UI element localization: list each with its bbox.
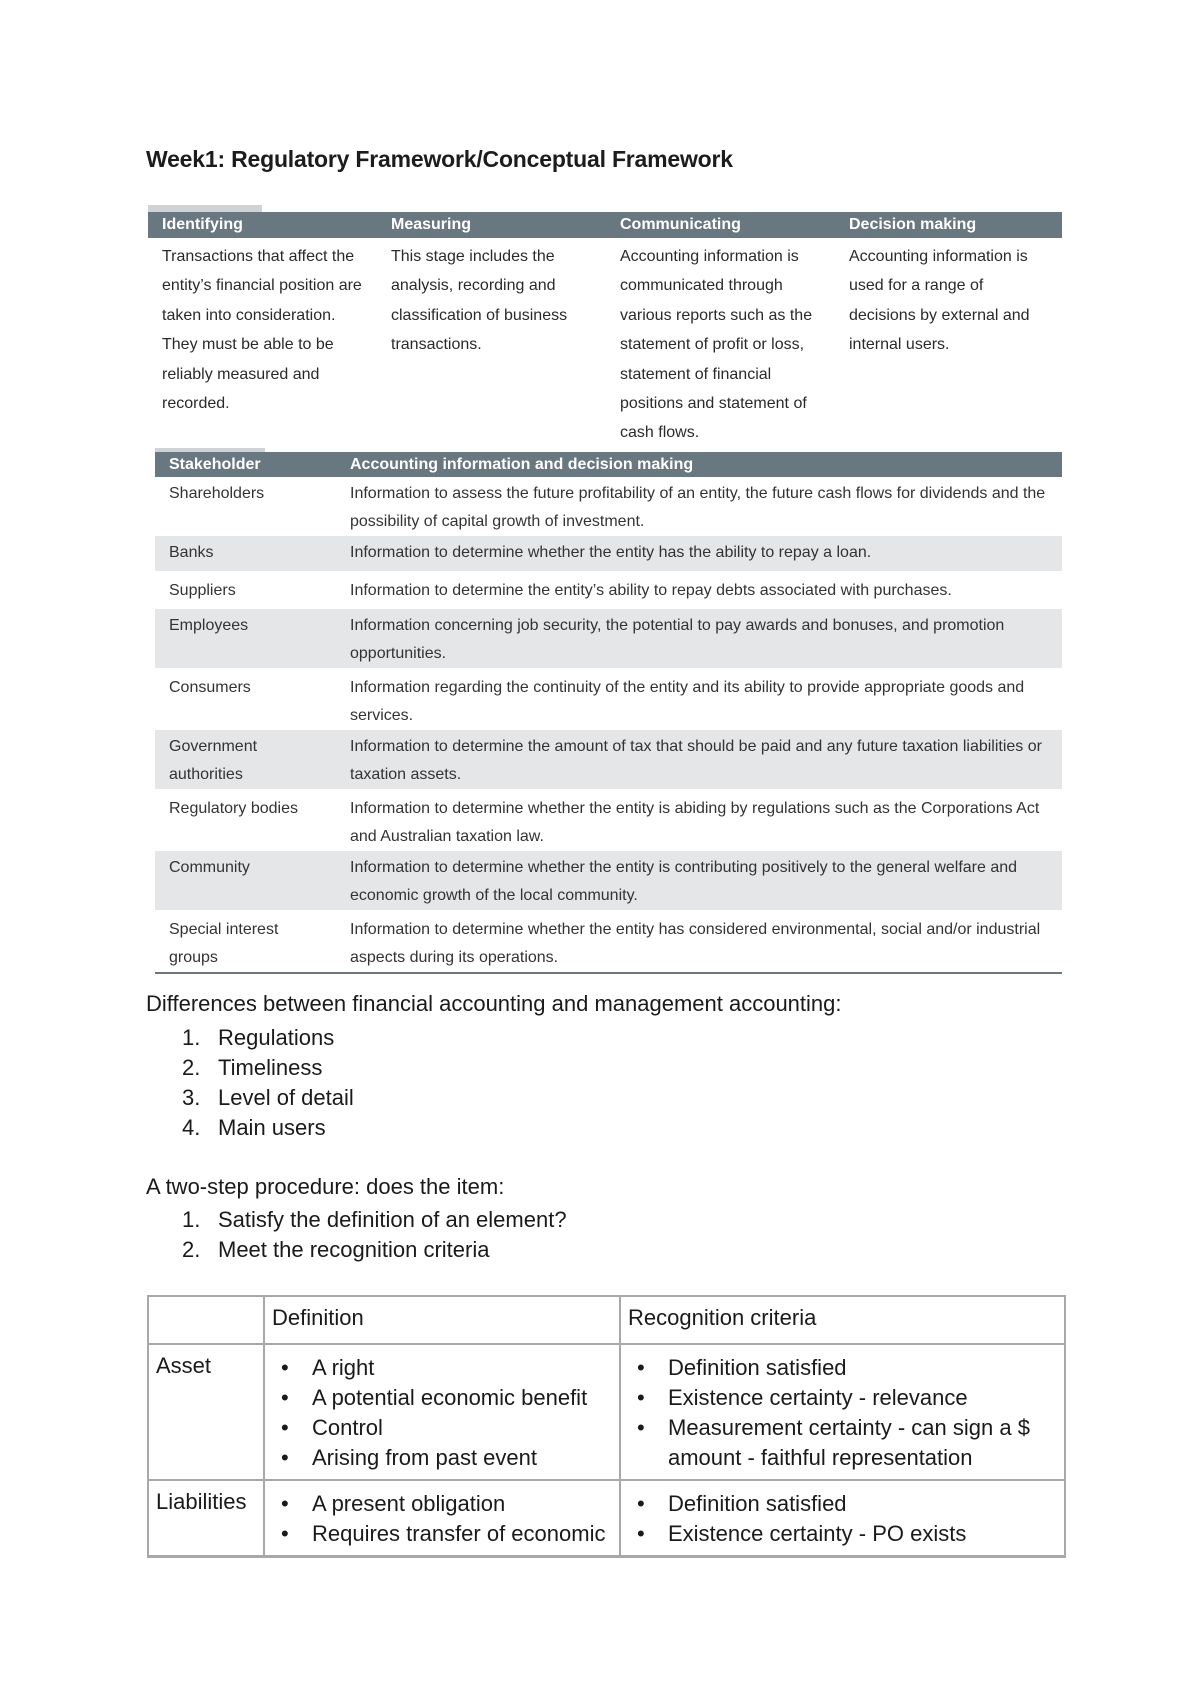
bullet-icon: • bbox=[637, 1491, 645, 1516]
bullet-icon: • bbox=[637, 1415, 645, 1440]
bullet-icon: • bbox=[281, 1491, 289, 1516]
differences-list bbox=[182, 1023, 354, 1143]
decision-making-text: Accounting information is used for a range of decisions by external and internal users. bbox=[849, 248, 1030, 354]
list-item bbox=[182, 1083, 354, 1113]
table-row bbox=[155, 573, 1062, 610]
list-item bbox=[182, 1113, 354, 1143]
list-item bbox=[628, 1519, 1057, 1549]
list-item bbox=[628, 1353, 1057, 1383]
stakeholder-info: Information to determine whether the entity is abiding by regulations such as the Corporations Act and Australian taxation law. bbox=[350, 800, 1040, 845]
communicating-text: Accounting information is communicated through various reports such as the statement of profit or loss, statement of financial positions and statement of cash flows. bbox=[620, 248, 813, 442]
stakeholder-name: Suppliers bbox=[169, 582, 236, 599]
stakeholder-name: Consumers bbox=[169, 679, 251, 696]
stakeholder-table-header bbox=[155, 452, 1062, 477]
bullet-icon: • bbox=[281, 1355, 289, 1380]
liabilities-recognition-list bbox=[628, 1489, 1057, 1549]
list-number: 4. bbox=[182, 1115, 201, 1140]
procedure-list bbox=[182, 1205, 567, 1265]
process-table-accent bbox=[148, 205, 262, 212]
list-item bbox=[272, 1489, 612, 1519]
table-row bbox=[155, 851, 1062, 912]
table-row bbox=[155, 477, 1062, 536]
list-text: Arising from past event bbox=[312, 1445, 537, 1470]
list-item bbox=[628, 1489, 1057, 1519]
list-text: Requires transfer of economic bbox=[312, 1521, 606, 1546]
bullet-icon: • bbox=[637, 1385, 645, 1410]
stakeholder-info: Information to assess the future profitability of an entity, the future cash flows for dividends and the possibility of capital growth of investment. bbox=[350, 485, 1046, 530]
list-item bbox=[628, 1383, 1057, 1413]
liabilities-recognition-cell bbox=[620, 1480, 1065, 1557]
page-title: Week1: Regulatory Framework/Conceptual Framework bbox=[146, 146, 733, 172]
table-row bbox=[155, 670, 1062, 731]
stakeholder-info: Information to determine whether the entity is contributing positively to the general welfare and economic growth of the local community. bbox=[336, 851, 1062, 912]
header-definition: Definition bbox=[264, 1296, 620, 1344]
stakeholder-name: Employees bbox=[155, 609, 336, 670]
process-table-row bbox=[148, 238, 1062, 448]
list-text: Existence certainty - relevance bbox=[668, 1385, 968, 1410]
table-row bbox=[155, 536, 1062, 573]
stakeholder-info: Information to determine whether the entity has considered environmental, social and/or industrial aspects during its operations. bbox=[350, 921, 1041, 966]
list-item bbox=[182, 1023, 354, 1053]
stakeholder-table bbox=[155, 452, 1062, 974]
list-number: 1. bbox=[182, 1025, 201, 1050]
asset-definition-list bbox=[272, 1353, 612, 1473]
list-item bbox=[272, 1353, 612, 1383]
header-measuring: Measuring bbox=[377, 212, 606, 238]
list-item bbox=[272, 1519, 612, 1549]
list-text: Control bbox=[312, 1415, 383, 1440]
stakeholder-info: Information to determine the amount of tax that should be paid and any future taxation liabilities or taxation assets. bbox=[336, 730, 1062, 791]
list-item bbox=[182, 1205, 567, 1235]
header-decision-making: Decision making bbox=[835, 212, 1062, 238]
table-row bbox=[155, 609, 1062, 670]
list-number: 3. bbox=[182, 1085, 201, 1110]
table-row-asset bbox=[148, 1344, 1065, 1480]
list-item bbox=[272, 1383, 612, 1413]
list-number: 1. bbox=[182, 1207, 201, 1232]
process-table bbox=[148, 212, 1062, 448]
list-number: 2. bbox=[182, 1237, 201, 1262]
bullet-icon: • bbox=[637, 1521, 645, 1546]
list-text: Measurement certainty - can sign a $ amount - faithful representation bbox=[668, 1415, 1030, 1470]
table-row bbox=[155, 730, 1062, 791]
bullet-icon: • bbox=[281, 1415, 289, 1440]
list-text: Level of detail bbox=[218, 1085, 354, 1110]
stakeholder-name: Banks bbox=[155, 536, 336, 573]
table-row bbox=[155, 791, 1062, 852]
list-text: Regulations bbox=[218, 1025, 335, 1050]
list-item bbox=[272, 1443, 612, 1473]
stakeholder-name: Shareholders bbox=[169, 485, 265, 502]
list-text: A present obligation bbox=[312, 1491, 506, 1516]
stakeholder-name: Regulatory bodies bbox=[169, 800, 298, 817]
header-identifying: Identifying bbox=[148, 212, 377, 238]
bullet-icon: • bbox=[281, 1521, 289, 1546]
list-item bbox=[182, 1053, 354, 1083]
list-text: Satisfy the definition of an element? bbox=[218, 1207, 567, 1232]
stakeholder-info: Information regarding the continuity of the entity and its ability to provide appropriate goods and services. bbox=[350, 679, 1025, 724]
elements-table bbox=[147, 1295, 1066, 1558]
process-table-header bbox=[148, 212, 1062, 238]
header-recognition-criteria: Recognition criteria bbox=[620, 1296, 1065, 1344]
liabilities-definition-list bbox=[272, 1489, 612, 1549]
list-text: Timeliness bbox=[218, 1055, 323, 1080]
stakeholder-name: Government authorities bbox=[155, 730, 336, 791]
list-text: Existence certainty - PO exists bbox=[668, 1521, 967, 1546]
stakeholder-info: Information to determine the entity’s ability to repay debts associated with purchases. bbox=[350, 582, 952, 599]
bullet-icon: • bbox=[281, 1385, 289, 1410]
list-text: Main users bbox=[218, 1115, 326, 1140]
header-accounting-information: Accounting information and decision making bbox=[336, 452, 1062, 477]
list-text: Definition satisfied bbox=[668, 1491, 847, 1516]
empty-header-cell bbox=[148, 1296, 264, 1344]
list-number: 2. bbox=[182, 1055, 201, 1080]
bullet-icon: • bbox=[281, 1445, 289, 1470]
list-item bbox=[628, 1413, 1057, 1473]
stakeholder-name: Special interest groups bbox=[169, 921, 279, 966]
header-stakeholder: Stakeholder bbox=[155, 452, 336, 477]
list-item bbox=[272, 1413, 612, 1443]
list-text: A potential economic benefit bbox=[312, 1385, 588, 1410]
differences-heading: Differences between financial accounting and management accounting: bbox=[146, 991, 842, 1016]
procedure-heading: A two-step procedure: does the item: bbox=[146, 1174, 505, 1199]
identifying-text: Transactions that affect the entity’s financial position are taken into consideration. They must be able to be reliably measured and recorded. bbox=[162, 248, 362, 413]
elements-table-header bbox=[148, 1296, 1065, 1344]
liabilities-definition-cell bbox=[264, 1480, 620, 1557]
list-text: Meet the recognition criteria bbox=[218, 1237, 490, 1262]
list-text: A right bbox=[312, 1355, 375, 1380]
row-label-liabilities: Liabilities bbox=[148, 1480, 264, 1557]
stakeholder-info: Information concerning job security, the potential to pay awards and bonuses, and promotion opportunities. bbox=[336, 609, 1062, 670]
asset-recognition-cell bbox=[620, 1344, 1065, 1480]
header-communicating: Communicating bbox=[606, 212, 835, 238]
list-text: Definition satisfied bbox=[668, 1355, 847, 1380]
stakeholder-name: Community bbox=[155, 851, 336, 912]
table-row bbox=[155, 912, 1062, 974]
measuring-text: This stage includes the analysis, recording and classification of business transactions. bbox=[391, 248, 568, 354]
table-row-liabilities bbox=[148, 1480, 1065, 1557]
stakeholder-info: Information to determine whether the entity has the ability to repay a loan. bbox=[336, 536, 1062, 573]
list-item bbox=[182, 1235, 567, 1265]
asset-recognition-list bbox=[628, 1353, 1057, 1473]
bullet-icon: • bbox=[637, 1355, 645, 1380]
row-label-asset: Asset bbox=[148, 1344, 264, 1480]
asset-definition-cell bbox=[264, 1344, 620, 1480]
